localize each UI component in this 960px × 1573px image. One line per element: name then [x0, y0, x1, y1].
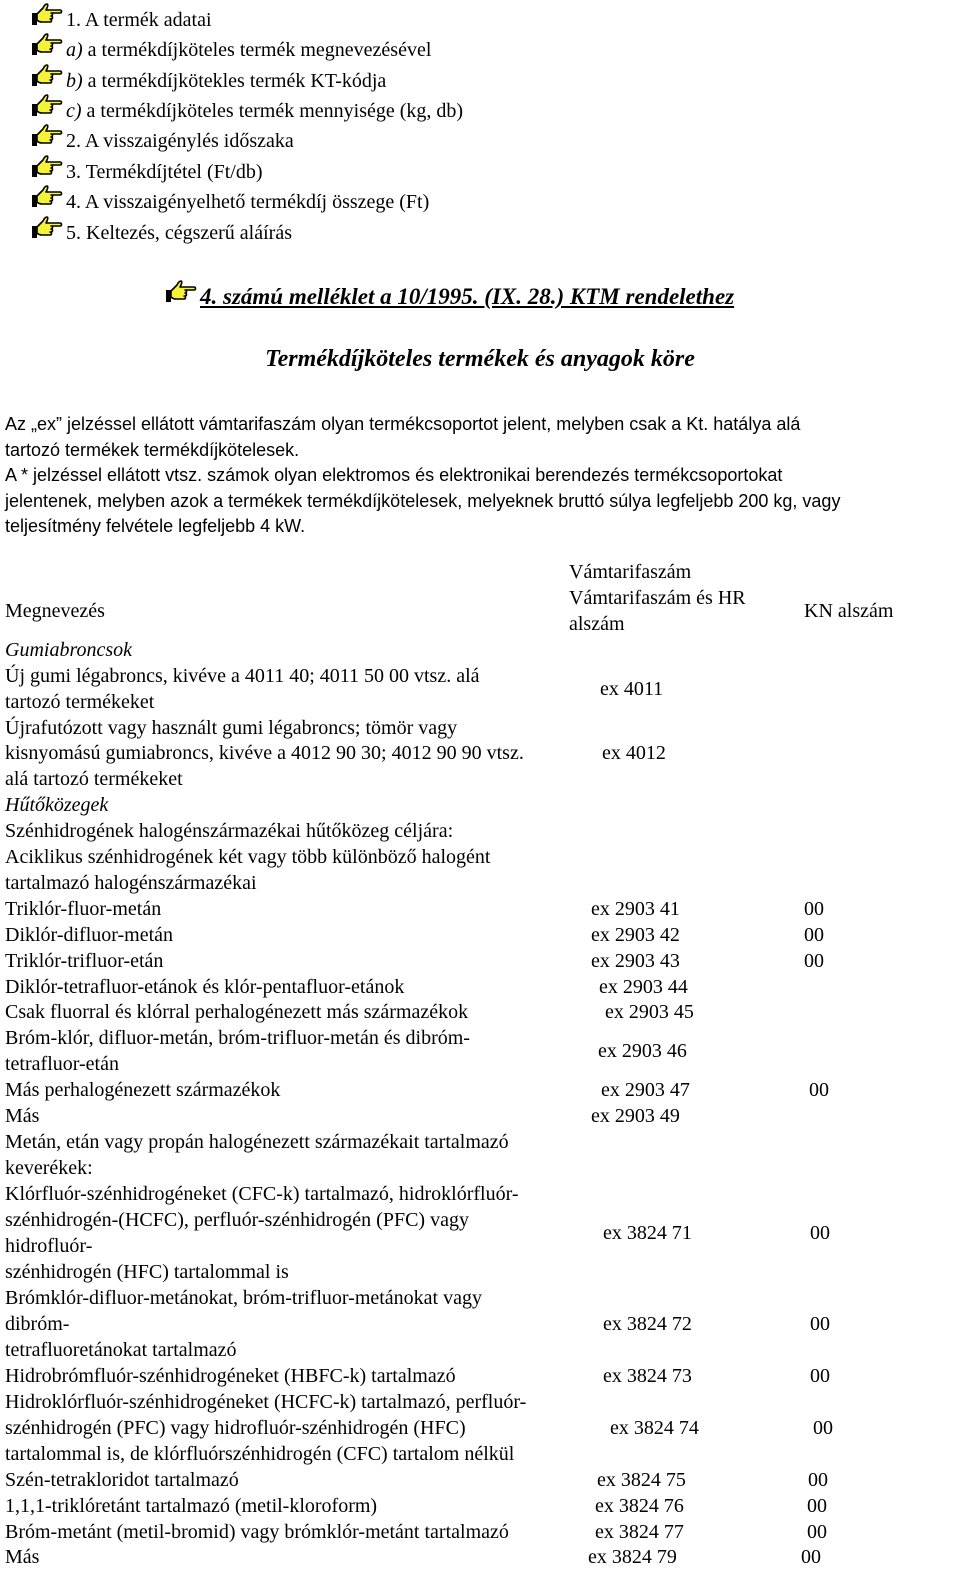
pointing-hand-icon: [164, 278, 198, 304]
intro-line: tartozó termékek termékdíjkötelesek.: [5, 440, 300, 460]
table-row-vtsz: ex 3824 73: [603, 1365, 692, 1387]
toc-item-label: a termékdíjkötekles termék KT-kódja: [87, 70, 387, 92]
table-category: Hűtőközegek: [5, 794, 109, 816]
table-row-name: Triklór-trifluor-etán: [5, 950, 164, 972]
table-row-vtsz: ex 3824 75: [597, 1469, 686, 1491]
table-row-name: Más: [5, 1546, 40, 1568]
table-row-vtsz: ex 3824 77: [595, 1521, 684, 1543]
table-row-kn: 00: [809, 1079, 829, 1101]
table-row-vtsz: ex 3824 79: [588, 1546, 677, 1568]
toc-item[interactable]: [66, 39, 431, 62]
table-row-name: tetrafluor-etán: [5, 1053, 119, 1075]
table-row-kn: 00: [807, 1521, 827, 1543]
table-row-name: Hidrobrómfluór-szénhidrogéneket (HBFC-k) tartalmazó: [5, 1365, 456, 1387]
table-row-name: Bróm-klór, difluor-metán, bróm-trifluor-metán és dibróm-: [5, 1027, 470, 1049]
table-row-vtsz: ex 2903 41: [591, 898, 680, 920]
pointing-hand-icon: [30, 62, 64, 88]
pointing-hand-icon: [30, 31, 64, 57]
toc-item[interactable]: [66, 100, 463, 123]
toc-item-prefix: 1.: [66, 9, 85, 31]
intro-line: Az „ex” jelzéssel ellátott vámtarifaszám olyan termékcsoportot jelent, melyben csak a Kt. hatálya alá: [5, 414, 801, 434]
column-header-vtsz-alszam: alszám: [569, 613, 625, 635]
table-row-name: tartalmazó halogénszármazékai: [5, 872, 257, 894]
toc-item[interactable]: [66, 9, 212, 32]
table-row-vtsz: ex 2903 44: [599, 976, 688, 998]
toc-item-label: a termékdíjköteles termék mennyisége (kg, db): [86, 100, 464, 122]
table-row-name: tartalommal is, de klórfluórszénhidrogén (CFC) tartalom nélkül: [5, 1443, 515, 1465]
toc-item[interactable]: [66, 222, 292, 245]
table-row-kn: 00: [804, 950, 824, 972]
annex-heading-link[interactable]: [200, 284, 734, 310]
toc-item-label: Termékdíjtétel (Ft/db): [85, 161, 263, 183]
toc-item[interactable]: [66, 161, 263, 184]
pointing-hand-icon: [30, 214, 64, 240]
table-row-name: 1,1,1-triklóretánt tartalmazó (metil-kloroform): [5, 1495, 378, 1517]
table-row-name: tartozó termékeket: [5, 691, 155, 713]
table-row-vtsz: ex 4012: [602, 742, 666, 764]
column-header-vtsz-hr: Vámtarifaszám és HR: [569, 587, 746, 609]
table-row-name: alá tartozó termékeket: [5, 768, 183, 790]
toc-item-label: Keltezés, cégszerű aláírás: [86, 222, 292, 244]
table-row-name: tetrafluoretánokat tartalmazó: [5, 1339, 237, 1361]
table-row-name: Brómklór-difluor-metánokat, bróm-trifluor-metánokat vagy: [5, 1287, 482, 1309]
table-row-vtsz: ex 2903 45: [605, 1001, 694, 1023]
table-row-name: Új gumi légabroncs, kivéve a 4011 40; 4011 50 00 vtsz. alá: [5, 665, 480, 687]
toc-item[interactable]: [66, 130, 294, 153]
table-row-kn: 00: [804, 898, 824, 920]
table-row-name: Metán, etán vagy propán halogénezett származékait tartalmazó: [5, 1131, 509, 1153]
toc-item-label: A visszaigényelhető termékdíj összege (Ft): [84, 191, 430, 213]
toc-item-prefix: a): [66, 39, 88, 61]
table-row-name: Triklór-fluor-metán: [5, 898, 162, 920]
annex-heading-text: 4. számú melléklet a 10/1995. (IX. 28.) KTM rendelethez: [200, 284, 735, 309]
table-row-name: keverékek:: [5, 1157, 93, 1179]
page-title: Termékdíjköteles termékek és anyagok köre: [265, 346, 695, 372]
table-row-kn: 00: [807, 1495, 827, 1517]
table-row-vtsz: ex 3824 71: [603, 1222, 692, 1244]
toc-item[interactable]: [66, 191, 429, 214]
table-row-name: Diklór-tetrafluor-etánok és klór-pentafluor-etánok: [5, 976, 405, 998]
table-row-name: dibróm-: [5, 1313, 70, 1335]
table-row-name: Klórfluór-szénhidrogéneket (CFC-k) tartalmazó, hidroklórfluór-: [5, 1183, 519, 1205]
table-row-name: hidrofluór-: [5, 1235, 93, 1257]
table-row-name: Szén-tetrakloridot tartalmazó: [5, 1469, 239, 1491]
table-row-kn: 00: [810, 1365, 830, 1387]
toc-item-label: a termékdíjköteles termék megnevezésével: [87, 39, 432, 61]
toc-item[interactable]: [66, 70, 386, 93]
table-row-name: Aciklikus szénhidrogének két vagy több különböző halogént: [5, 846, 491, 868]
table-row-kn: 00: [813, 1417, 833, 1439]
table-category: Gumiabroncsok: [5, 639, 133, 661]
intro-line: teljesítmény felvétele legfeljebb 4 kW.: [5, 516, 306, 536]
pointing-hand-icon: [30, 183, 64, 209]
intro-line: jelentenek, melyben azok a termékek termékdíjkötelesek, melyeknek bruttó súlya legfeljebb 200 kg, vagy: [5, 491, 841, 511]
table-row-vtsz: ex 3824 74: [610, 1417, 699, 1439]
pointing-hand-icon: [30, 1, 64, 27]
table-row-name: szénhidrogén (PFC) vagy hidrofluór-szénhidrogén (HFC): [5, 1417, 466, 1439]
pointing-hand-icon: [30, 92, 64, 118]
table-row-name: Szénhidrogének halogénszármazékai hűtőközeg céljára:: [5, 820, 454, 842]
table-row-vtsz: ex 2903 49: [591, 1105, 680, 1127]
column-header-vtsz: Vámtarifaszám: [569, 561, 692, 583]
table-row-name: szénhidrogén (HFC) tartalommal is: [5, 1261, 289, 1283]
pointing-hand-icon: [30, 153, 64, 179]
table-row-vtsz: ex 2903 47: [601, 1079, 690, 1101]
toc-item-prefix: 4.: [66, 191, 85, 213]
table-row-vtsz: ex 2903 46: [598, 1040, 687, 1062]
column-header-name: Megnevezés: [5, 600, 105, 622]
toc-item-label: A termék adatai: [84, 9, 212, 31]
table-row-name: Újrafutózott vagy használt gumi légabroncs; tömör vagy: [5, 717, 458, 739]
table-row-name: Csak fluorral és klórral perhalogénezett más származékok: [5, 1001, 469, 1023]
pointing-hand-icon: [30, 122, 64, 148]
table-row-vtsz: ex 4011: [600, 678, 664, 700]
table-row-vtsz: ex 2903 42: [591, 924, 680, 946]
column-header-kn: KN alszám: [804, 600, 894, 622]
table-row-kn: 00: [810, 1222, 830, 1244]
toc-item-prefix: b): [66, 70, 88, 92]
table-row-name: szénhidrogén-(HCFC), perfluór-szénhidrogén (PFC) vagy: [5, 1209, 469, 1231]
table-row-name: Más: [5, 1105, 40, 1127]
table-row-name: Hidroklórfluór-szénhidrogéneket (HCFC-k) tartalmazó, perfluór-: [5, 1391, 527, 1413]
table-row-name: Bróm-metánt (metil-bromid) vagy brómklór-metánt tartalmazó: [5, 1521, 509, 1543]
table-row-kn: 00: [801, 1546, 821, 1568]
table-row-name: Más perhalogénezett származékok: [5, 1079, 281, 1101]
table-row-vtsz: ex 3824 76: [595, 1495, 684, 1517]
toc-item-prefix: 3.: [66, 161, 86, 183]
toc-item-prefix: 5.: [66, 222, 86, 244]
table-row-kn: 00: [804, 924, 824, 946]
table-row-vtsz: ex 2903 43: [591, 950, 680, 972]
toc-item-label: A visszaigénylés időszaka: [84, 130, 294, 152]
table-row-name: Diklór-difluor-metán: [5, 924, 174, 946]
toc-item-prefix: 2.: [66, 130, 85, 152]
table-row-kn: 00: [810, 1313, 830, 1335]
table-row-name: kisnyomású gumiabroncs, kivéve a 4012 90 30; 4012 90 90 vtsz.: [5, 742, 524, 764]
toc-item-prefix: c): [66, 100, 87, 122]
table-row-vtsz: ex 3824 72: [603, 1313, 692, 1335]
table-row-kn: 00: [808, 1469, 828, 1491]
intro-line: A * jelzéssel ellátott vtsz. számok olyan elektromos és elektronikai berendezés termékcsoportokat: [5, 465, 783, 485]
